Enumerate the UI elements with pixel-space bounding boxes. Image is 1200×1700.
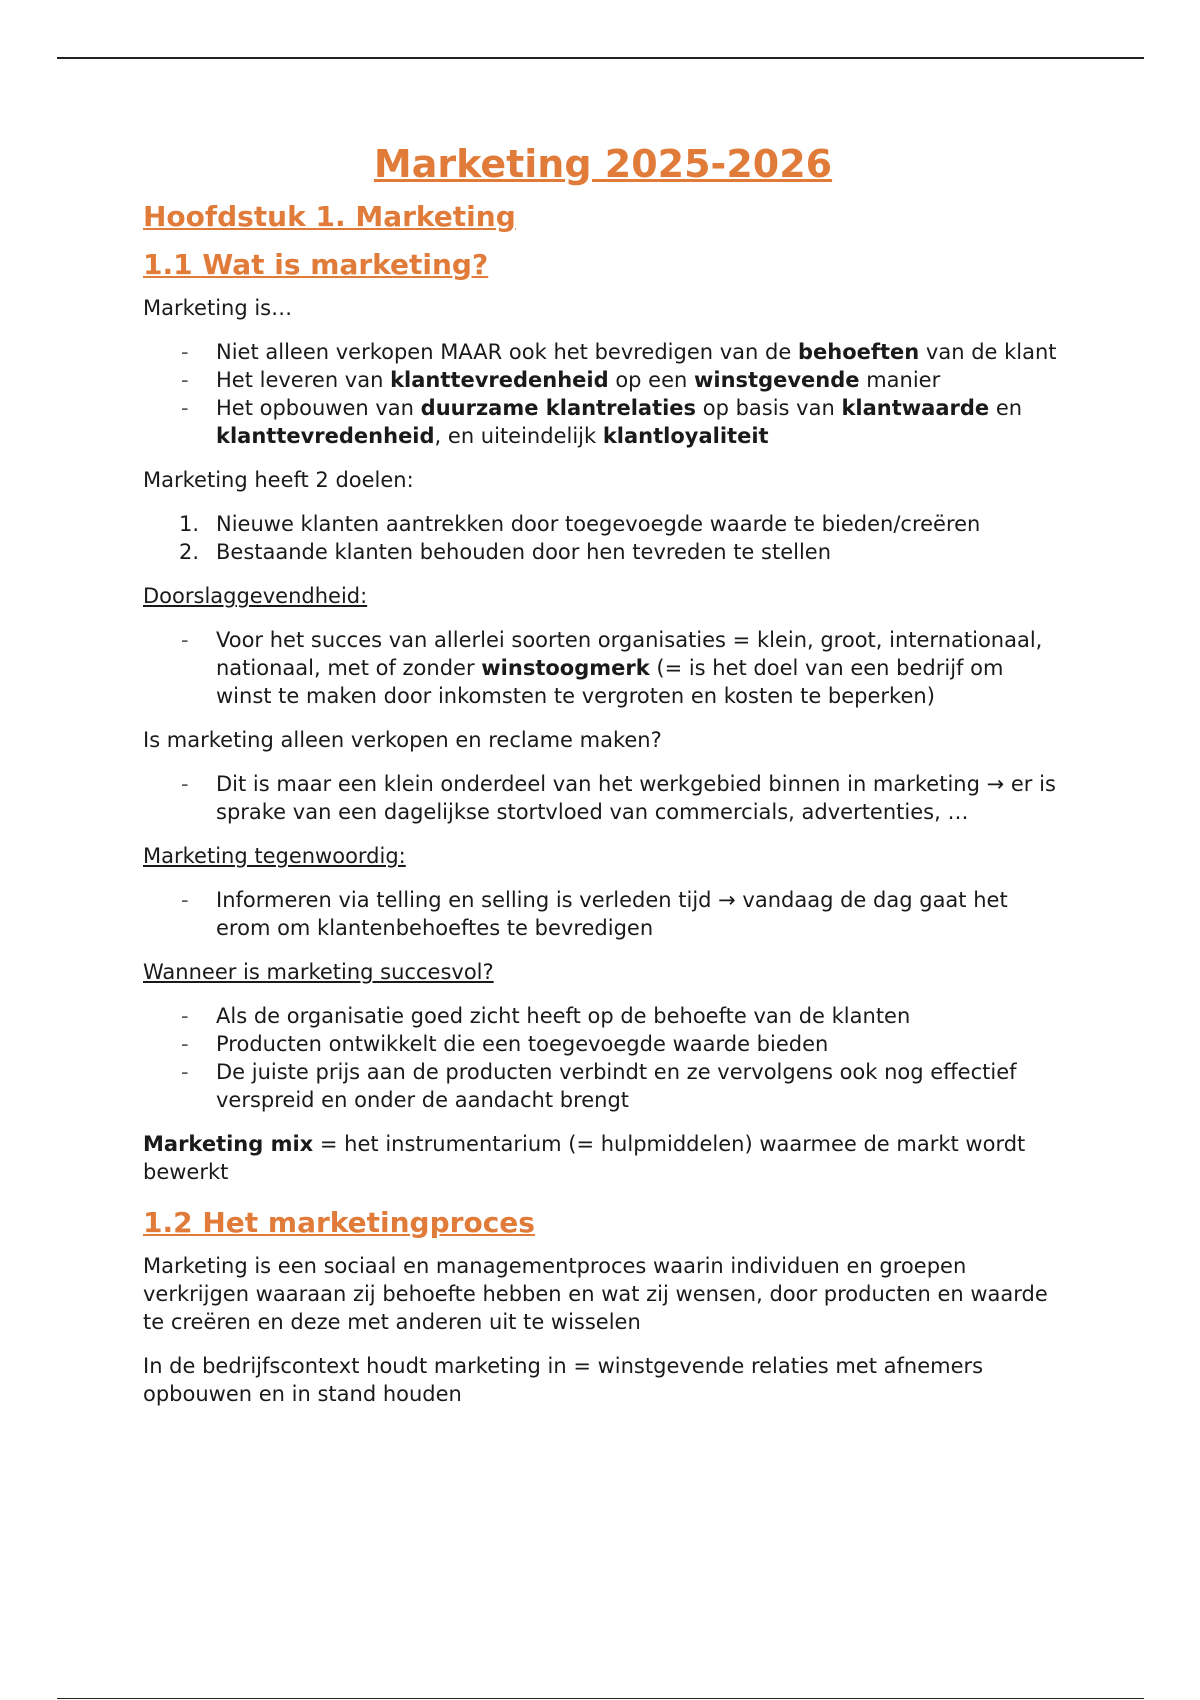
list-item: - Voor het succes van allerlei soorten organisaties = klein, groot, internationaal, nationaal, met of zonder winstoogmerk (= is het doel van een bedrijf om winst te maken door inkomsten te vergroten en kosten te beperken) bbox=[181, 628, 1043, 708]
list-item: 2. Bestaande klanten behouden door hen tevreden te stellen bbox=[179, 540, 832, 564]
intro-text: Marketing is… bbox=[143, 296, 293, 320]
success-label: Wanneer is marketing succesvol? bbox=[143, 960, 494, 984]
top-rule bbox=[57, 57, 1144, 59]
dash-marker: - bbox=[181, 1060, 189, 1084]
list-item: - Het leveren van klanttevredenheid op een winstgevende manier bbox=[181, 368, 941, 392]
dash-marker: - bbox=[181, 1032, 189, 1056]
number-marker: 1. bbox=[179, 512, 200, 536]
document-page bbox=[143, 136, 1063, 1424]
dash-marker: - bbox=[181, 340, 189, 364]
list-item: - Als de organisatie goed zicht heeft op de behoefte van de klanten bbox=[181, 1004, 911, 1028]
list-item: - Informeren via telling en selling is verleden tijd → vandaag de dag gaat het erom om klantenbehoeftes te bevredigen bbox=[181, 888, 1008, 940]
list-item: - Producten ontwikkelt die een toegevoegde waarde bieden bbox=[181, 1032, 829, 1056]
decisive-list bbox=[143, 626, 1063, 710]
document-title: Marketing 2025-2026 bbox=[373, 142, 833, 186]
goals-list bbox=[143, 510, 1063, 566]
decisive-label: Doorslaggevendheid: bbox=[143, 584, 368, 608]
chapter-heading: Hoofdstuk 1. Marketing bbox=[143, 200, 516, 233]
question-list bbox=[143, 770, 1063, 826]
section-heading-1-1: 1.1 Wat is marketing? bbox=[143, 248, 489, 281]
question-text: Is marketing alleen verkopen en reclame maken? bbox=[143, 728, 662, 752]
dash-marker: - bbox=[181, 888, 189, 912]
list-item: - Dit is maar een klein onderdeel van het werkgebied binnen in marketing → er is sprake van een dagelijkse stortvloed van commercials, advertenties, … bbox=[181, 772, 1056, 824]
section-heading-1-2: 1.2 Het marketingproces bbox=[143, 1206, 535, 1239]
business-context-paragraph: In de bedrijfscontext houdt marketing in = winstgevende relaties met afnemers opbouwen en in stand houden bbox=[143, 1354, 984, 1406]
goals-intro: Marketing heeft 2 doelen: bbox=[143, 468, 414, 492]
today-label: Marketing tegenwoordig: bbox=[143, 844, 406, 868]
dash-marker: - bbox=[181, 628, 189, 652]
today-list bbox=[143, 886, 1063, 942]
list-item: 1. Nieuwe klanten aantrekken door toegevoegde waarde te bieden/creëren bbox=[179, 512, 981, 536]
marketing-mix-definition: Marketing mix = het instrumentarium (= hulpmiddelen) waarmee de markt wordt bewerkt bbox=[143, 1132, 1026, 1184]
dash-marker: - bbox=[181, 368, 189, 392]
dash-marker: - bbox=[181, 772, 189, 796]
list-item: - Niet alleen verkopen MAAR ook het bevredigen van de behoeften van de klant bbox=[181, 340, 1057, 364]
dash-marker: - bbox=[181, 1004, 189, 1028]
success-list bbox=[143, 1002, 1063, 1114]
definition-list bbox=[143, 338, 1063, 450]
number-marker: 2. bbox=[179, 540, 200, 564]
bottom-rule bbox=[57, 1698, 1144, 1699]
dash-marker: - bbox=[181, 396, 189, 420]
process-paragraph: Marketing is een sociaal en managementproces waarin individuen en groepen verkrijgen waaraan zij behoefte hebben en wat zij wensen, door producten en waarde te creëren en deze met anderen uit te wisselen bbox=[143, 1254, 1048, 1334]
list-item: - De juiste prijs aan de producten verbindt en ze vervolgens ook nog effectief verspreid en onder de aandacht brengt bbox=[181, 1060, 1017, 1112]
list-item: - Het opbouwen van duurzame klantrelaties op basis van klantwaarde en klanttevredenheid, en uiteindelijk klantloyaliteit bbox=[181, 396, 1023, 448]
